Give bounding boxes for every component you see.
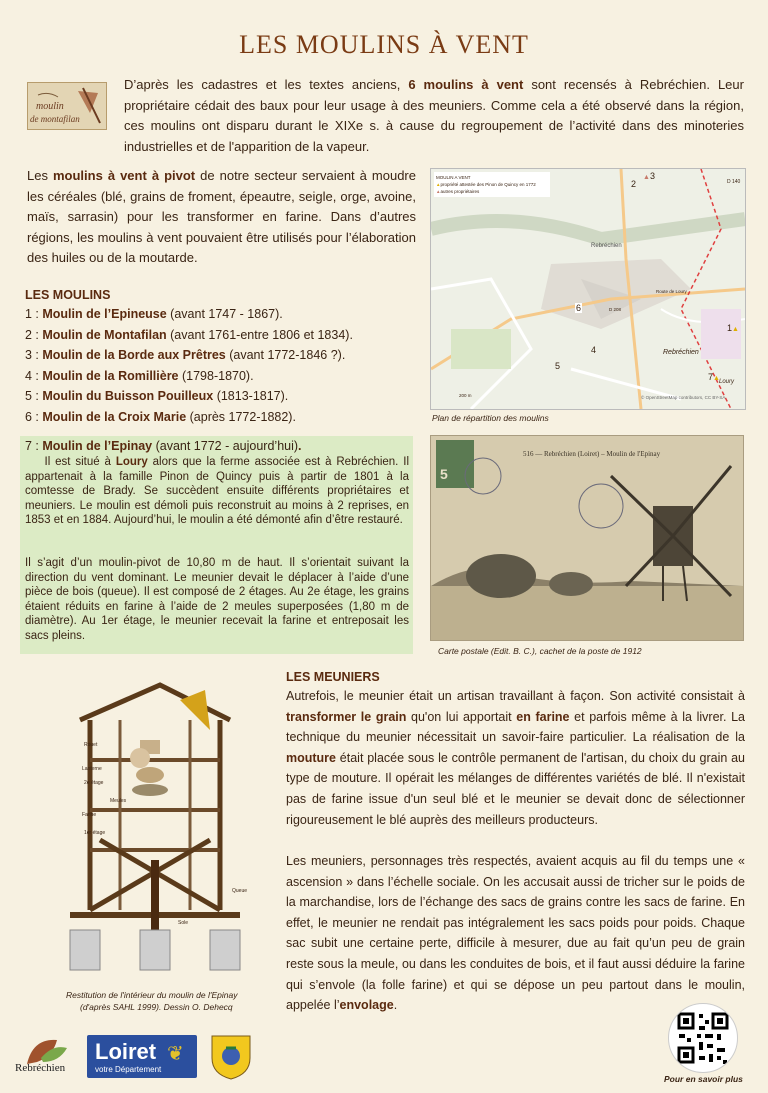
meuniers-heading: LES MEUNIERS	[286, 670, 380, 684]
mill-interior-drawing	[60, 680, 250, 972]
drawing-label-etage2: 2e étage	[84, 780, 104, 786]
page-title: LES MOULINS À VENT	[239, 30, 529, 59]
postcard-header: 516 — Rebréchien (Loiret) – Moulin de l'Epinay	[523, 450, 661, 458]
map-marker-7: 7▲	[708, 372, 720, 382]
list-item: 2 : Moulin de Montafilan (avant 1761-entre 1806 et 1834).	[25, 327, 353, 342]
loiret-logo-sub: votre Département	[95, 1065, 162, 1074]
map-legend-2: ▲autres propriétaires	[436, 189, 480, 194]
postcard-caption: Carte postale (Edit. B. C.), cachet de la poste de 1912	[438, 646, 642, 656]
drawing-label-meules: Meules	[110, 798, 127, 804]
map-marker-2: 2	[631, 179, 637, 189]
map-road-1: D 208	[609, 307, 622, 312]
qr-caption: Pour en savoir plus	[664, 1074, 743, 1084]
drawing-label-sole: Sole	[178, 920, 189, 926]
list-item: 3 : Moulin de la Borde aux Prêtres (avant 1772-1846 ?).	[25, 348, 346, 363]
epinay-paragraph-2: Il s’agit d’un moulin-pivot de 10,80 m de haut. Il s’orientait suivant la direction du vent dominant. Le meunier devait le déplacer à l’aide d’une pièce de bois (queue). Il est composé de 2 étages. Au 2e étage, les grains étaient réduits en farine à l’aide de 2 meules superposées (1,80 m de diamètre). Au 1er étage, le meunier recevait la farine et entreposait les sacs pleins.	[25, 557, 409, 642]
drawing-label-farine: Farine	[82, 812, 97, 818]
pivot-paragraph	[27, 166, 416, 269]
map-legend	[434, 172, 550, 197]
list-item: 5 : Moulin du Buisson Pouilleux (1813-1817).	[25, 389, 289, 404]
rebrechien-logo-text: Rebréchien	[15, 1062, 66, 1074]
map-road-2: Route de Loury	[656, 289, 687, 294]
rebrechien-logo	[13, 1034, 71, 1080]
drawing-label-rouet: Rouet	[84, 742, 98, 748]
epinay-title: 7 : Moulin de l’Epinay (avant 1772 - aujourd’hui).	[25, 439, 302, 453]
drawing-label-lanterne: Lanterne	[82, 766, 102, 772]
list-item: 1 : Moulin de l’Epineuse (avant 1747 - 1867).	[25, 307, 283, 321]
map-scale: 200 m	[459, 393, 472, 398]
loiret-logo	[87, 1035, 197, 1078]
map-town-label-2: Rebréchien	[663, 349, 699, 356]
intro-text: D’après les cadastres et les textes anciens,	[124, 77, 409, 92]
map-loury-label: Loury	[719, 379, 735, 385]
pivot-text: Les	[27, 168, 53, 183]
map-legend-1: ▲propriété attestée des Pinon de Quincy en 1772	[436, 182, 536, 187]
drawing-caption-1: Restitution de l'intérieur du moulin de l'Epinay	[66, 990, 238, 1000]
montafilan-stamp-image	[27, 82, 107, 130]
drawing-caption-2: (d'après SAHL 1999). Dessin O. Dehecq	[80, 1002, 233, 1012]
list-item: 4 : Moulin de la Romillière (1798-1870).	[25, 368, 254, 383]
intro-text-2: sont recensés à Rebréchien. Leur propriétaire cédait des baux pour leur usage à des meuniers. Comme cela a été observé dans la région, ces moulins ont disparu durant le XIXe s. à cause du regroupement de l’activité dans des minoteries industrielles et de l'apparition de la vapeur.	[124, 77, 744, 154]
map-credit: © OpenStreetMap contributors, CC BY-SA	[641, 395, 726, 400]
map-marker-3: ▲3	[643, 171, 655, 181]
stamp-text-2: de montafilan	[30, 114, 80, 124]
loiret-logo-main: Loiret	[95, 1039, 157, 1064]
moulins-list	[25, 304, 425, 428]
coat-of-arms-icon	[210, 1034, 252, 1080]
drawing-label-queue: Queue	[232, 888, 248, 894]
map-caption: Plan de répartition des moulins	[432, 413, 549, 423]
meuniers-paragraph-2: Les meuniers, personnages très respectés, avaient acquis au fil du temps une « ascension » dans l’échelle sociale. On les accusait aussi de tricher sur le poids de la marchandise, lors de l’échange des sacs de grains contre les sacs de farine. En effet, le meunier ne rendait pas intégralement les sacs poids pour poids. Chaque sac subit une certaine perte, difficile à mesurer, due au fait qu’un peu de grain reste sous la meule, ou dans les conduites de bois, et il faut aussi déduire la farine qui s’envole (la folle farine) et qui se dépose un peu partout dans le moulin, appelée l’envolage.	[286, 854, 745, 1013]
map-marker-4: 4	[591, 345, 597, 355]
pivot-bold: moulins à vent à pivot	[52, 168, 196, 183]
map-marker-6: 6	[576, 303, 582, 313]
intro-paragraph	[124, 75, 744, 157]
postcard-stamp-value: 5	[440, 466, 448, 482]
map-marker-1: 1▲	[727, 323, 739, 333]
map-marker-5: 5	[555, 361, 561, 371]
map-legend-title: MOULIN A VENT	[436, 175, 471, 180]
pivot-text-2: de notre secteur servaient à moudre les céréales (blé, grains de froment, épeautre, seigle, orge, avoine, maïs, sarrasin) pour les transformer en farine. Dans d’autres régions, les moulins à vent pouvaient être utilisés pour l’élaboration des huiles ou de la moutarde.	[27, 168, 416, 266]
list-item: 6 : Moulin de la Croix Marie (après 1772-1882).	[25, 409, 296, 424]
qr-code-icon[interactable]	[668, 1003, 738, 1073]
stamp-text-1: moulin	[36, 101, 64, 112]
postcard-image	[430, 435, 744, 641]
map-route-label: D 140	[727, 179, 741, 185]
intro-bold: 6 moulins à vent	[408, 77, 524, 92]
meuniers-paragraph-1: Autrefois, le meunier était un artisan travaillant à façon. Son activité consistait à transformer le grain qu'on lui apportait en farine et parfois même à la livrer. La technique du meunier nécessitait un savoir-faire particulier. La réalisation de la mouture était placée sous le contrôle permanent de l'artisan, du choix du grain au type de mouture. Il opérait les mélanges de différentes variétés de blé. Il n'existait pas de farine issue d'un seul blé et le meunier se devait donc de sélectionner rigoureusement le blé auprès des meilleurs producteurs.	[286, 689, 746, 827]
epinay-paragraph-1: Il est situé à Loury alors que la ferme associée est à Rebréchien. Il appartenait à la famille Pinon de Quincy puis à partir de 1801 à la comtesse de Brady. Se succèdent ensuite différents propriétaires et meuniers. Le moulin est démoli puis reconstruit au moins à 2 reprises, en 1853 et en 1884. Aujourd’hui, le moulin a été démonté afin d’être restauré.	[25, 456, 413, 526]
wheat-icon: ❦	[167, 1043, 184, 1065]
drawing-label-etage1: 1er étage	[84, 830, 106, 836]
moulins-heading: LES MOULINS	[25, 288, 111, 302]
mill-map	[430, 168, 746, 410]
map-town-label: Rebréchien	[591, 243, 622, 249]
